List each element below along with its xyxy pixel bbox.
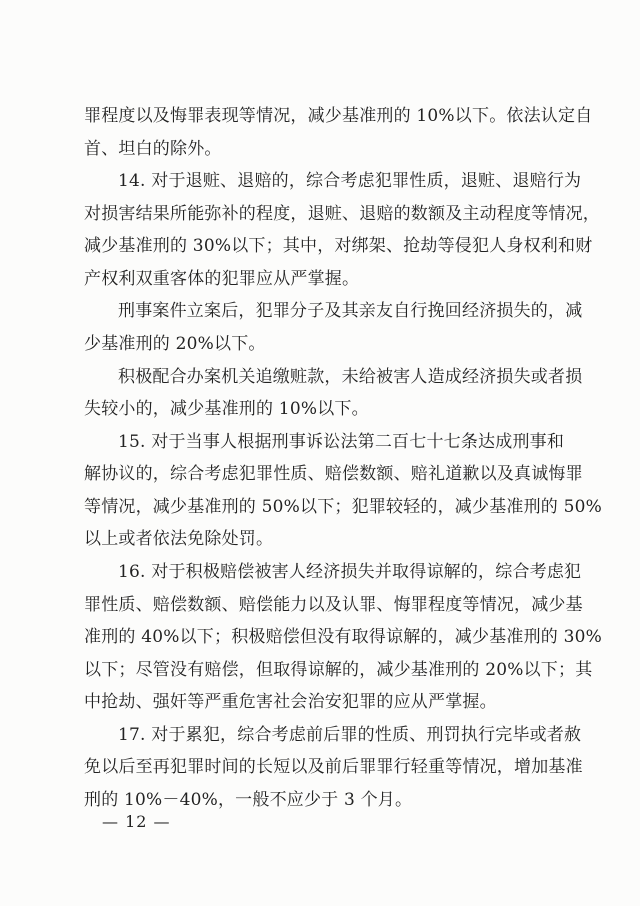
text-line: 失较小的，减少基准刑的 10%以下。 — [84, 399, 369, 419]
text-line: 以上或者依法免除处罚。 — [84, 529, 274, 549]
text-line: 刑事案件立案后，犯罪分子及其亲友自行挽回经济损失的，减 — [118, 301, 583, 321]
text-line: 以下；尽管没有赔偿，但取得谅解的，减少基准刑的 20%以下；其 — [84, 660, 593, 680]
text-line: 16. 对于积极赔偿被害人经济损失并取得谅解的，综合考虑犯 — [118, 562, 582, 582]
text-line: 减少基准刑的 30%以下；其中，对绑架、抢劫等侵犯人身权利和财 — [84, 236, 593, 256]
text-line: 对损害结果所能弥补的程度，退赃、退赔的数额及主动程度等情况， — [84, 204, 600, 224]
text-line: 14. 对于退赃、退赔的，综合考虑犯罪性质，退赃、退赔行为 — [118, 171, 582, 191]
text-line: 等情况，减少基准刑的 50%以下；犯罪较轻的，减少基准刑的 50% — [84, 497, 602, 517]
text-line: 准刑的 40%以下；积极赔偿但没有取得谅解的，减少基准刑的 30% — [84, 627, 602, 647]
text-line: 积极配合办案机关追缴赃款，未给被害人造成经济损失或者损 — [118, 367, 583, 387]
text-line: 15. 对于当事人根据刑事诉讼法第二百七十七条达成刑事和 — [118, 432, 565, 452]
text-line: 刑的 10%－40%，一般不应少于 3 个月。 — [84, 790, 413, 810]
text-line: 罪性质、赔偿数额、赔偿能力以及认罪、悔罪程度等情况，减少基 — [84, 595, 583, 615]
text-line: 少基准刑的 20%以下。 — [84, 334, 266, 354]
text-line: 中抢劫、强奸等严重危害社会治安犯罪的应从严掌握。 — [84, 692, 497, 712]
text-line: 免以后至再犯罪时间的长短以及前后罪罪行轻重等情况，增加基准 — [84, 757, 583, 777]
page-number: — 12 — — [102, 812, 171, 831]
text-line: 解协议的，综合考虑犯罪性质、赔偿数额、赔礼道歉以及真诚悔罪 — [84, 464, 583, 484]
text-line: 产权利双重客体的犯罪应从严掌握。 — [84, 269, 360, 289]
text-line: 首、坦白的除外。 — [84, 139, 222, 159]
text-line: 罪程度以及悔罪表现等情况，减少基准刑的 10%以下。依法认定自 — [84, 106, 593, 126]
text-line: 17. 对于累犯，综合考虑前后罪的性质、刑罚执行完毕或者赦 — [118, 725, 582, 745]
